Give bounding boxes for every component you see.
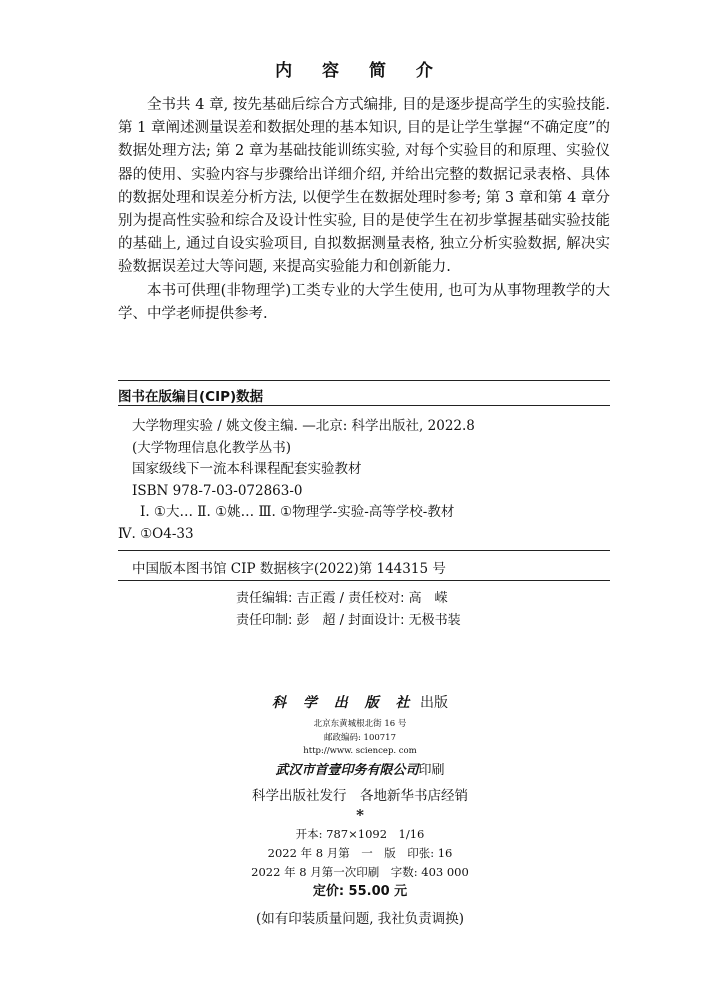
cip-heading-rule [118, 405, 610, 406]
separator-star: * [356, 806, 364, 824]
price-line: 定价: 55.00 元 [312, 884, 408, 899]
cip-class-number-line: Ⅳ. ①O4-33 [118, 525, 194, 542]
staff-credits [236, 588, 461, 632]
editor-credit: 责任编辑: 吉正霞 / 责任校对: 高 嵘 [236, 591, 448, 606]
publisher-name: 科 学 出 版 社 [272, 695, 416, 711]
cip-check-number: 中国版本图书馆 CIP 数据核字(2022)第 144315 号 [132, 561, 446, 577]
publisher-block [0, 692, 720, 804]
cip-course-line: 国家级线下一流本科课程配套实验教材 [132, 461, 362, 478]
book-summary [118, 94, 610, 326]
cip-series-line: (大学物理信息化教学丛书) [132, 439, 292, 456]
cip-record [118, 416, 610, 546]
page-title: 内 容 简 介 [275, 61, 445, 81]
cip-middle-rule [118, 550, 610, 551]
publisher-suffix: 出版 [419, 695, 448, 711]
publisher-address: 北京东黄城根北街 16 号 [313, 719, 407, 729]
publisher-url: http://www. sciencep. com [303, 746, 417, 756]
edition-line: 2022 年 8 月第 一 版 印张: 16 [267, 846, 453, 860]
printing-line: 2022 年 8 月第一次印刷 字数: 403 000 [251, 865, 469, 879]
quality-notice: (如有印装质量问题, 我社负责调换) [255, 911, 465, 927]
publisher-line [0, 692, 720, 712]
distribution-line: 科学出版社发行 各地新华书店经销 [252, 787, 468, 804]
printer-line [0, 759, 720, 778]
publisher-postcode: 邮政编码: 100717 [323, 732, 396, 743]
format-line: 开本: 787×1092 1/16 [295, 827, 425, 841]
production-credit: 责任印制: 彭 超 / 封面设计: 无极书装 [236, 613, 461, 628]
cip-top-rule [118, 380, 610, 381]
cip-heading: 图书在版编目(CIP)数据 [118, 389, 264, 405]
printer-name: 武汉市首壹印务有限公司 [275, 762, 419, 778]
printer-suffix: 印刷 [418, 762, 445, 778]
cip-bottom-rule [118, 580, 610, 581]
book-specs [0, 825, 720, 882]
cip-title-line: 大学物理实验 / 姚文俊主编. —北京: 科学出版社, 2022.8 [132, 418, 475, 434]
summary-paragraph-1: 全书共 4 章, 按先基础后综合方式编排, 目的是逐步提高学生的实验技能. 第 1 章阐述测量误差和数据处理的基本知识, 目的是让学生掌握“不确定度”的数据处理方法; 第 2 章为基础技能训练实验, 对每个实验目的和原理、实验仪器的使用、实验内容与步骤给出详细介绍, 并给出完整的数据记录表格、具体的数据处理和误差分析方法, 以便学生在数据处理时参考; 第 3 章和第 4 章分别为提高性实验和综合及设计性实验, 目的是使学生在初步掌握基础实验技能的基础上, 通过自设实验项目, 自拟数据测量表格, 独立分析实验数据, 解决实验数据误差过大等问题, 来提高实验能力和创新能力. [118, 97, 610, 276]
cip-isbn-line: ISBN 978-7-03-072863-0 [132, 482, 303, 499]
cip-classification-line: Ⅰ. ①大… Ⅱ. ①姚… Ⅲ. ①物理学-实验-高等学校-教材 [140, 504, 455, 521]
summary-paragraph-2: 本书可供理(非物理学)工类专业的大学生使用, 也可为从事物理教学的大学、中学老师提供参考. [118, 282, 610, 322]
